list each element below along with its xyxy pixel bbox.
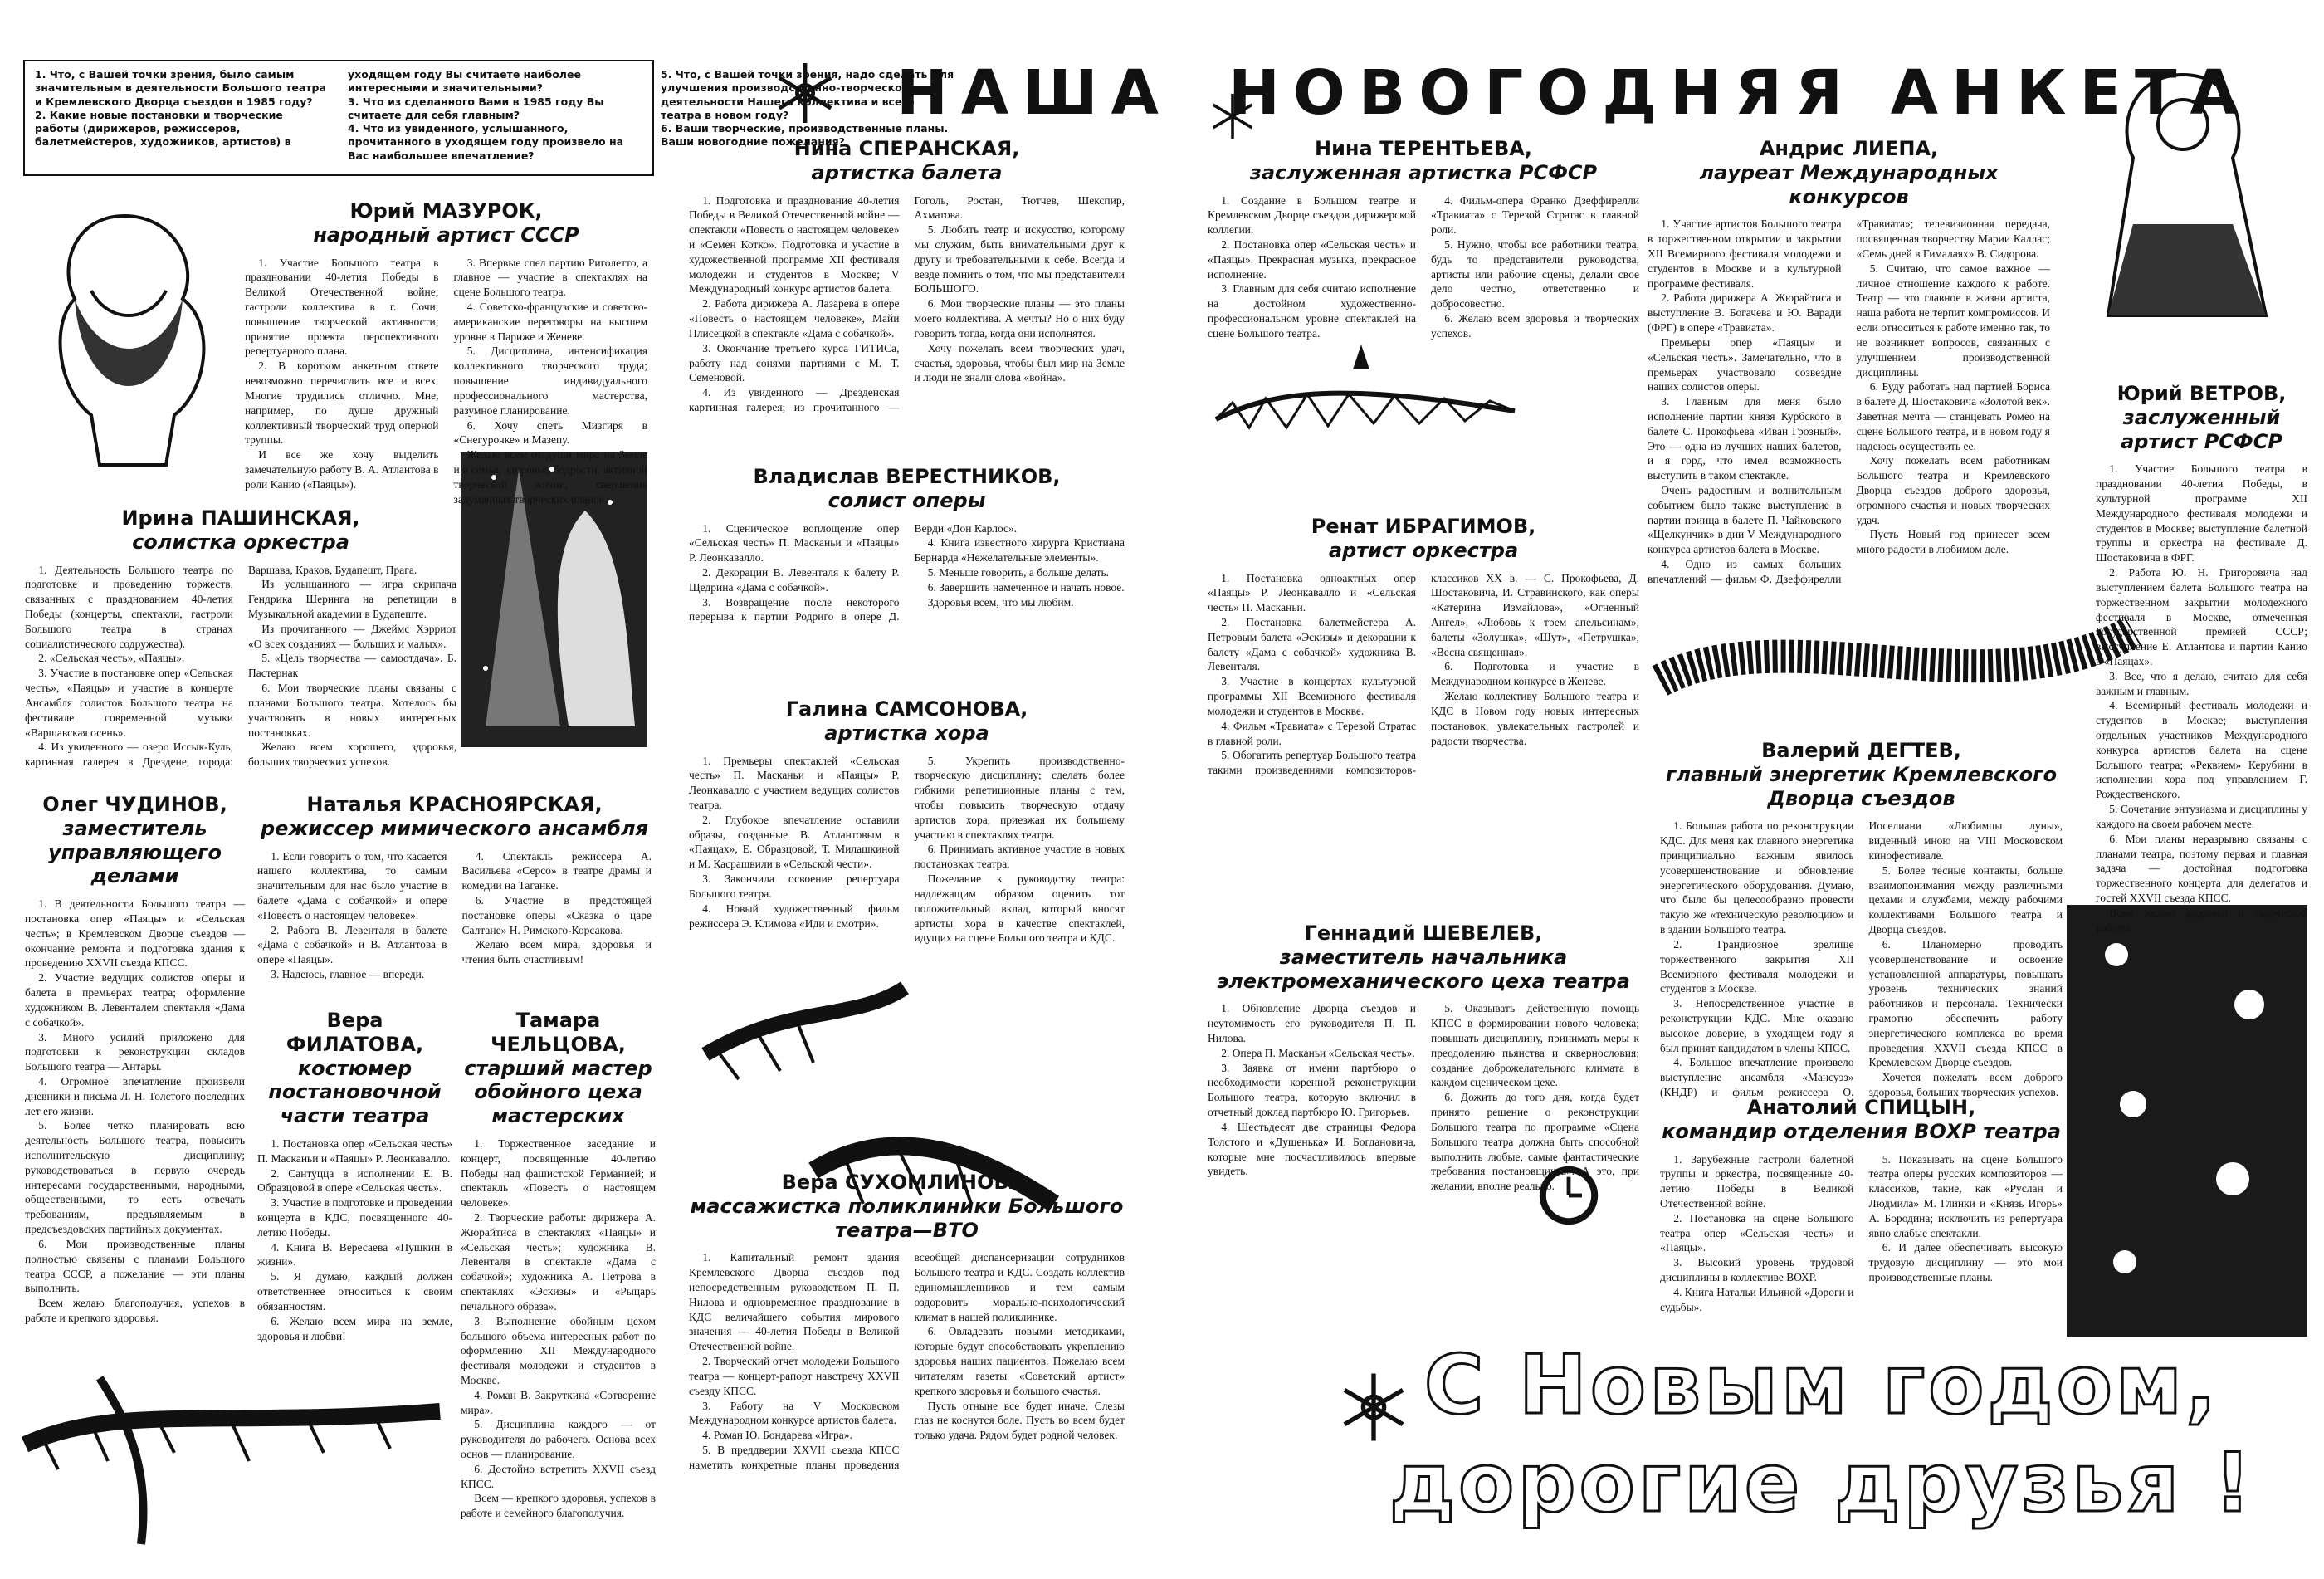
article-paragraph: 5. Сочетание энтузиазма и дисциплины у каждого на своем рабочем месте. <box>2096 803 2307 830</box>
article-paragraph: 3. Участие в концертах культурной программы XII Всемирного фестиваля молодежи и студентов в Москве. <box>1208 675 1416 717</box>
article-paragraph: Желаю всем хорошего, здоровья, больших творческих успехов. <box>248 741 456 769</box>
article-body <box>2096 462 2307 935</box>
article-body <box>689 1250 1125 1472</box>
article-paragraph: 5. Меньше говорить, а больше делать. <box>927 566 1110 579</box>
article-paragraph: 3. Работу на V Московском Международном конкурсе артистов балета. <box>689 1399 900 1427</box>
article-paragraph: 6. Подготовка и участие в Международном конкурсе в Женеве. <box>1431 660 1639 688</box>
article-paragraph: 3. Окончание третьего курса ГИТИСа, работу над сонями партиями с М. Т. Семеновой. <box>689 341 900 384</box>
article-paragraph: 2. Сантуцца в исполнении Е. В. Образцовой в опере «Сельская честь». <box>257 1166 452 1195</box>
article-paragraph: 2. В коротком анкетном ответе невозможно перечислить все и всех. Многие трудились отлично. Мне, например, по душе дружный коллективный творческий труд оперной труппы. <box>245 359 439 447</box>
article-paragraph: 1. Подготовка и празднование 40-летия Победы в Великой Отечественной войне — спектакли «Повесть о настоящем человеке» и «Семен Котко». Подготовка и участие в художественной программе XII фестиваля молодежи и студентов в Москве; V Международный конкурс артистов балета. <box>689 193 900 296</box>
article-filatova <box>257 1009 452 1391</box>
article-paragraph: 6. Дожить до того дня, когда будет принято решение о реконструкции Большого театра по программе «Сцена Большого театра должна быть способной выполнить любые, самые фантастические требования постановщиков». А это, при желании, вполне реально. <box>1431 1091 1639 1193</box>
article-paragraph: 6. Мои производственные планы полностью связаны с планами Большого театра СССР, а пожелание — эти планы выполнить. <box>25 1237 245 1295</box>
author-position: командир отделения ВОХР театра <box>1662 1119 2061 1143</box>
article-paragraph: 1. Капитальный ремонт здания Кремлевского Дворца съездов под непосредственным руководством П. П. Нилова и одновременное празднование в КДС величайшего события мирового значения — 40-летия Победы в Великой Отечественной войне. <box>689 1251 900 1353</box>
author-name: Юрий МАЗУРОК, <box>349 199 543 222</box>
article-paragraph: Всем желаю здоровья и творческой работы. <box>2096 906 2307 934</box>
article-header <box>25 506 456 555</box>
article-paragraph: 6. Мои творческие планы — это планы моего коллектива. А мечты? Но о них буду говорить тогда, когда они исполнятся. <box>914 297 1125 340</box>
article-vetrov <box>2096 382 2307 934</box>
article-paragraph: 4. Книга Натальи Ильиной «Дороги и судьбы». <box>1660 1285 1854 1313</box>
article-paragraph: 5. Более тесные контакты, больше взаимопонимания между различными цехами и службами, между рабочими коллективами Большого театра и Дворца съездов. <box>1868 863 2063 936</box>
article-paragraph: Здоровья всем, что мы любим. <box>927 595 1074 609</box>
article-paragraph: 5. Более четко планировать всю деятельность Большого театра, повысить исполнительскую дисциплину; руководствоваться в первую очередь интересами государственными, народными, общественными, то есть отвечать требованиям, предъявляемым в предсъездовских партийных документах. <box>25 1119 245 1236</box>
article-paragraph: 2. «Сельская честь», «Паяцы». <box>38 652 185 665</box>
article-paragraph: 2. Творческие работы: дирижера А. Жюрайтиса в спектаклях «Паяцы» и «Сельская честь»; художника В. Левенталя в спектакле «Дама с собачкой»; художника А. Петрова в спектаклях «Эскизы» и «Рыцарь печального образа». <box>461 1211 656 1313</box>
article-body <box>461 1137 656 1521</box>
question-5: 5. Что, с Вашей точки зрения, надо сделать для улучшения производственно-творческой деятельности Нашего коллектива и всего театра в новом году? <box>661 68 954 121</box>
article-body <box>245 256 647 507</box>
article-paragraph: 5. Нужно, чтобы все работники театра, будь то представители руководства, артисты или рабочие сцены, делали свое дело честно, ответственно и добросовестно. <box>1431 238 1639 310</box>
article-paragraph: 6. Принимать активное участие в новых постановках театра. <box>914 843 1125 871</box>
question-2: 2. Какие новые постановки и творческие работы (дирижеров, режиссеров, балетмейстеров, художников, артистов) в уходящем году Вы считаете наиболее интересными и значительными? <box>35 68 581 149</box>
article-paragraph: 6. И далее обеспечивать высокую трудовую дисциплину — это мои производственные планы. <box>1868 1241 2063 1284</box>
title-word-1: НАША <box>896 57 1172 129</box>
article-paragraph: Пожелание к руководству театра: надлежащим образом оценить тот положительный вклад, который вносят артисты хора в качестве спектаклей, идущих на сцене Большого театра и КДС. <box>914 873 1125 945</box>
article-header <box>1660 739 2063 810</box>
title-word-2: НОВОГОДНЯЯ АНКЕТА <box>1228 57 2251 129</box>
article-header <box>689 1171 1125 1242</box>
author-position: артистка балета <box>811 160 1003 184</box>
article-body <box>1648 217 2050 586</box>
article-verestnikov <box>689 465 1125 689</box>
article-body <box>25 563 456 770</box>
article-paragraph: 1. Зарубежные гастроли балетной труппы и оркестра, посвященные 40-летию Победы в Великой Отечественной войне. <box>1660 1152 1854 1210</box>
article-header <box>1208 921 1639 993</box>
article-paragraph: 2. Постановка опер «Сельская честь» и «Паяцы». Прекрасная музыка, прекрасное исполнение. <box>1208 238 1416 281</box>
article-paragraph: 5. В преддверии XXVII съезда КПСС наметить конкретные планы проведения всеобщей диспансеризации сотрудников Большого театра и КДС. Создать коллектив единомышленников и тем самым оздоровить морально-психологический климат в нашей поликлинике. <box>689 1251 1125 1471</box>
author-name: Андрис ЛИЕПА, <box>1759 137 1939 160</box>
article-paragraph: 4. Роман Ю. Бондарева «Игра». <box>702 1429 852 1442</box>
author-position: заслуженный артист РСФСР <box>2121 405 2282 453</box>
article-header <box>689 697 1125 746</box>
author-name: Галина САМСОНОВА, <box>785 697 1028 721</box>
article-paragraph: 1. Участие артистов Большого театра в торжественном открытии и закрытии XII Всемирного фестиваля молодежи и студентов в Москве и в культурной программе фестиваля. <box>1648 218 1842 290</box>
article-degtev <box>1660 739 2063 1099</box>
article-paragraph: 1. Постановка одноактных опер «Паяцы» Р. Леонкавалло и «Сельская честь» П. Масканьи. <box>1208 571 1416 614</box>
author-name: Владислав ВЕРЕСТНИКОВ, <box>753 465 1061 488</box>
article-paragraph: 6. Планомерно проводить усовершенствование и освоение установленной аппаратуры, повышать уровень технических знаний работников и персонала. Технически грамотно обеспечить работу энергетического комплекса во время проведения XXVII съезда КПСС в Кремлевском Дворце съездов. <box>1868 937 2063 1069</box>
article-paragraph: Очень радостным и волнительным событием было также выступление в партии принца в балете П. Чайковского «Щелкунчик» в дни V Международного конкурса артистов балета в Москве. <box>1648 484 1842 556</box>
article-header <box>1660 1096 2063 1144</box>
article-header <box>1648 137 2050 208</box>
article-paragraph: 2. Глубокое впечатление оставили образы, созданные В. Атлантовым в «Паяцах», Е. Образцовой, Т. Милашкиной и М. Касрашвили в «Сельской чести». <box>689 813 900 871</box>
snowflake-icon <box>1208 91 1257 141</box>
author-position: солистка оркестра <box>132 530 349 554</box>
article-krasnoyarskaya <box>257 793 652 996</box>
article-paragraph: 1. В деятельности Большого театра — постановка опер «Паяцы» и «Сельская честь»; в Кремлевском Дворце съездов — окончание ремонта и подготовка здания к проведению XXVII съезда КПСС. <box>25 897 245 970</box>
article-paragraph: И все же хочу выделить замечательную работу В. А. Атлантова в роли Канио («Паяцы»). <box>245 448 439 491</box>
article-samsonova <box>689 697 1125 946</box>
article-paragraph: 3. Участие в постановке опер «Сельская честь», «Паяцы» и участие в концерте Ансамбля солистов Большого театра на фестивале современной музыки «Варшавская осень». <box>25 667 233 739</box>
author-position: лауреат Международных конкурсов <box>1699 160 1999 208</box>
article-paragraph: 4. Большое впечатление произвело выступление ансамбля «Мансуэз» (КНДР) и фильм режиссера О. Иоселиани «Любимцы луны», виденный мною на VIII Московском кинофестивале. <box>1660 819 2063 1099</box>
article-liepa <box>1648 137 2050 585</box>
article-sukhomlinova <box>689 1171 1125 1569</box>
article-terentyeva <box>1208 137 1639 340</box>
article-paragraph: 5. «Цель творчества — самоотдача». Б. Пастернак <box>248 652 456 680</box>
article-paragraph: 4. Из увиденного — Дрезденская картинная галерея; из прочитанного — Гоголь, Ростан, Тютчев, Шекспир, Ахматова. <box>689 193 1125 413</box>
article-paragraph: 3. Главным для себя считаю исполнение на достойном художественно-профессиональном уровне спектаклей на сцене Большого театра. <box>1208 282 1416 340</box>
article-paragraph: 5. Обогатить репертуар Большого театра такими произведениями композиторов-классиков XX в. — С. Прокофьева, Д. Шостаковича, И. Стравинского, как оперы «Катерина Измайлова», «Огненный Ангел», «Любовь к трем апельсинам», балеты «Золушка», «Шут», «Петрушка», «Весна священная». <box>1208 571 1639 777</box>
author-name: Ренат ИБРАГИМОВ, <box>1311 515 1536 538</box>
article-header <box>25 793 245 888</box>
author-name: Вера СУХОМЛИНОВА, <box>781 1171 1033 1194</box>
article-paragraph: 6. Желаю всем здоровья и творческих успехов. <box>1431 312 1639 340</box>
article-paragraph: 3. Заявка от имени партбюро о необходимости коренной реконструкции Большого театра, которую включил в отчетный доклад партбюро Ю. Григорьев. <box>1208 1061 1416 1119</box>
author-name: Валерий ДЕГТЕВ, <box>1761 739 1961 762</box>
article-shevelev <box>1208 921 1639 1258</box>
article-body <box>689 193 1125 415</box>
article-paragraph: 2. Грандиозное зрелище торжественного закрытия XII Всемирного фестиваля молодежи и студентов в Москве. <box>1660 937 1854 995</box>
article-paragraph: 6. Желаю всем мира на земле, здоровья и любви! <box>257 1314 452 1342</box>
article-body <box>1660 1152 2063 1315</box>
article-paragraph: 3. Возвращение после некоторого перерыва к партии Родриго в опере Д. Верди «Дон Карлос». <box>689 521 1018 623</box>
article-paragraph: Всем желаю благополучия, успехов в работе и крепкого здоровья. <box>25 1297 245 1324</box>
article-paragraph: 4. Одно из самых больших впечатлений — фильм Ф. Дзеффирелли «Травиата»; телевизионная передача, посвященная творчеству Марии Каллас; «Семь дней в Гималаях» В. Сидорова. <box>1648 218 2050 585</box>
article-paragraph: 5. Укрепить производственно-творческую дисциплину; сделать более гибкими репетиционные планы с тем, чтобы повысить творческую отдачу артистов хора, приезжая их большему участию в спектаклях театра. <box>914 754 1125 841</box>
article-body <box>689 521 1125 625</box>
article-pashinskaya <box>25 506 456 780</box>
author-position: народный артист СССР <box>313 222 579 247</box>
article-paragraph: 1. Большая работа по реконструкции КДС. Для меня как главного энергетика принципиально важным явилось усовершенствование и обновление энергетического оборудования. Думаю, что было бы целесообразно провести такую же «техническую революцию» и в здании Большого театра. <box>1660 819 1854 936</box>
article-spitsyn <box>1660 1096 2063 1337</box>
article-paragraph: 6. Мои творческие планы связаны с планами Большого театра. Хотелось бы участвовать в новых интересных постановках. <box>248 682 456 739</box>
article-body <box>689 754 1125 946</box>
author-position: главный энергетик Кремлевского Дворца съездов <box>1665 762 2058 810</box>
article-paragraph: 1. Сценическое воплощение опер «Сельская честь» П. Масканьи и «Паяцы» Р. Леонкавалло. <box>689 521 900 565</box>
author-name: Нина ТЕРЕНТЬЕВА, <box>1315 137 1532 160</box>
article-paragraph: 2. Постановка на сцене Большого театра опер «Сельская честь» и «Паяцы». <box>1660 1211 1854 1254</box>
author-name: Геннадий ШЕВЕЛЕВ, <box>1304 921 1543 945</box>
article-paragraph: 1. Постановка опер «Сельская честь» П. Масканьи и «Паяцы» Р. Леонкавалло. <box>257 1137 452 1165</box>
article-paragraph: 5. Оказывать действенную помощь КПСС в формировании нового человека; повышать дисциплину, принимать меры к преодолению пьянства и сквернословия; создание доброжелательного климата в каждом сценическом цехе. <box>1431 1002 1639 1089</box>
fir-garland-illustration <box>1660 581 2133 747</box>
article-body <box>257 1137 452 1343</box>
article-paragraph: 2. Декорации В. Левенталя к балету Р. Щедрина «Дама с собачкой». <box>689 566 900 594</box>
article-body <box>1208 193 1639 341</box>
article-mazurok <box>245 199 647 506</box>
author-position: заместитель начальника электромеханического цеха театра <box>1217 945 1630 993</box>
article-paragraph: 4. Шестьдесят две страницы Федора Толстого и «Душенька» И. Богдановича, которые мне посчастливилось впервые увидеть. <box>1208 1120 1416 1178</box>
article-header <box>689 137 1125 185</box>
article-paragraph: 4. Книга известного хирурга Кристиана Бернарда «Нежелательные элементы». <box>914 536 1125 565</box>
article-paragraph: 1. Участие Большого театра в праздновании 40-летия Победы, в культурной программе XII Международного фестиваля молодежи и студентов в Москве; выступление балетной труппы и оркестра на фестивале Д. Шостаковича в ФРГ. <box>2096 462 2307 565</box>
article-paragraph: 1. Если говорить о том, что касается нашего коллектива, то самым значительным для нас было участие в балете «Дама с собачкой» и опере «Повесть о настоящем человеке». <box>257 849 447 921</box>
article-paragraph: 3. Надеюсь, главное — впереди. <box>271 968 425 981</box>
page-title <box>896 57 2251 129</box>
question-3: 3. Что из сделанного Вами в 1985 году Вы считаете для себя главным? <box>348 95 604 121</box>
article-paragraph: 1. Обновление Дворца съездов и неутомимость его руководителя П. П. Нилова. <box>1208 1002 1416 1045</box>
article-paragraph: 3. Все, что я делаю, считаю для себя важным и главным. <box>2096 669 2307 697</box>
article-body <box>257 849 652 982</box>
article-paragraph: Желаю всем мира, здоровья и чтения быть счастливым! <box>461 938 652 966</box>
article-paragraph: 4. Фильм-опера Франко Дзеффирелли «Травиата» с Терезой Стратас в главной роли. <box>1431 193 1639 237</box>
article-paragraph: 5. Считаю, что самое важное — личное отношение каждого к работе. Театр — это главное в жизни артиста, наша работа не терпит компромиссов. И если относиться к работе именно так, то не возникнет вопросов, связанных с улучшением производственной дисциплины. <box>1856 262 2050 379</box>
author-name: Ирина ПАШИНСКАЯ, <box>121 506 360 530</box>
author-position: костюмер постановочной части театра <box>268 1056 442 1128</box>
article-paragraph: Пусть Новый год принесет всем много радости в любимом деле. <box>1856 528 2050 556</box>
article-paragraph: Премьеры опер «Паяцы» и «Сельская честь». Замечательно, что в премьерах участвовало созвездие наших солистов оперы. <box>1648 335 1842 394</box>
article-body <box>1208 1001 1639 1194</box>
author-position: артист оркестра <box>1328 538 1519 562</box>
article-paragraph: Желаю всем от души мира на Земле и в семье; здоровья, бодрости, активной творческой жизни, свершения задуманных творческих планов. <box>453 448 647 506</box>
article-paragraph: 5. Дисциплина, интенсификация коллективного творческого труда; повышение индивидуального профессионального мастерства, разумное планирование. <box>453 345 647 417</box>
grandfather-frost-illustration <box>25 199 232 473</box>
article-paragraph: 5. Я думаю, каждый должен ответственнее относиться к своим обязанностям. <box>257 1270 452 1313</box>
article-body <box>25 897 245 1326</box>
article-paragraph: 4. Советско-французские и советско-американские переговоры на высшем уровне в Париже и Женеве. <box>453 301 647 343</box>
article-paragraph: 2. Творческий отчет молодежи Большого театра — концерт-рапорт навстречу XXVII съезду КПСС. <box>689 1355 900 1397</box>
article-paragraph: 4. Огромное впечатление произвели дневники и письма Л. Н. Толстого последних лет его жизни. <box>25 1074 245 1117</box>
article-paragraph: 4. Всемирный фестиваль молодежи и студентов в Москве; выступления отдельных участников Международного конкурса артистов балета на сцене Большого театра; «Реквием» Керубини в исполнении хора под управлением Г. Рождественского. <box>2096 699 2307 801</box>
article-paragraph: 5. Показывать на сцене Большого театра оперы русских композиторов — классиков, такие, как «Руслан и Людмила» М. Глинки и «Князь Игорь» А. Бородина; исключить из репертуара явно слабые спектакли. <box>1868 1152 2063 1239</box>
article-cheltsova <box>461 1009 656 1520</box>
article-paragraph: 2. Опера П. Масканьи «Сельская честь». <box>1221 1046 1415 1059</box>
article-paragraph: 3. Много усилий приложено для подготовки к реконструкции складов Большого театра — Антары. <box>25 1030 245 1073</box>
fir-branch-illustration <box>1208 328 1523 469</box>
article-paragraph: 2. Постановка балетмейстера А. Петровым балета «Эскизы» и декорации к балету «Дама с собачкой» художника В. Левенталя. <box>1208 616 1416 673</box>
snow-maiden-illustration <box>2058 58 2307 324</box>
article-paragraph: 6. Хочу спеть Мизгиря в «Снегурочке» и Мазепу. <box>453 418 647 447</box>
author-name: Вера ФИЛАТОВА, <box>286 1009 424 1056</box>
article-paragraph: 3. Закончила освоение репертуара Большого театра. <box>689 873 900 900</box>
article-paragraph: 4. Из увиденного — озеро Иссык-Куль, картинная галерея в Дрездене, города: Варшава, Краков, Будапешт, Прага. <box>25 563 417 769</box>
greeting-line-1: С Новым годом, <box>1423 1338 2220 1433</box>
author-position: массажистка поликлиники Большого театра—ВТО <box>690 1194 1124 1242</box>
article-header <box>2096 382 2307 453</box>
new-year-greeting <box>1336 1337 2307 1561</box>
article-paragraph: 4. Фильм «Травиата» с Терезой Стратас в главной роли. <box>1208 719 1416 747</box>
article-header <box>257 1009 452 1128</box>
snowflake-icon <box>772 60 838 126</box>
article-paragraph: 2. Участие ведущих солистов оперы и балета в премьерах театра; оформление художником В. Левенталем спектакля «Дама с собачкой». <box>25 971 245 1029</box>
article-paragraph: 5. Дисциплина каждого — от руководителя до рабочего. Основа всех основ — планирование. <box>461 1418 656 1461</box>
article-paragraph: Хочется пожелать всем доброго здоровья, больших творческих успехов. <box>1868 1071 2063 1099</box>
article-paragraph: Хочу пожелать всем творческих удач, счастья, здоровья, чтобы был мир на Земле и люди не знали слова «война». <box>914 341 1125 384</box>
article-paragraph: 2. Работа дирижера А. Лазарева в опере «Повесть о настоящем человеке», Майи Плисецкой в спектакле «Дама с собачкой». <box>689 297 900 340</box>
article-paragraph: 6. Участие в предстоящей постановке оперы «Сказка о царе Салтане» Н. Римского-Корсакова. <box>461 894 652 936</box>
article-paragraph: 6. Мои планы неразрывно связаны с планами театра, поэтому первая и главная задача — достойная подготовка торжественного концерта для делегатов и гостей XXVII съезда КПСС. <box>2096 832 2307 904</box>
article-paragraph: 4. Роман В. Закруткина «Сотворение мира». <box>461 1388 656 1416</box>
article-header <box>1208 137 1639 185</box>
article-speranskaya <box>689 137 1125 457</box>
article-paragraph: 2. Работа дирижера А. Жюрайтиса и выступление В. Богачева и Ю. Варади (ФРГ) в опере «Травиата». <box>1648 291 1842 335</box>
question-4: 4. Что из увиденного, услышанного, прочитанного в уходящем году произвело на Вас наибольшее впечатление? <box>348 122 624 162</box>
question-6: 6. Ваши творческие, производственные планы. Ваши новогодние пожелания? <box>661 122 949 149</box>
article-paragraph: 1. Деятельность Большого театра по подготовке и проведению торжеств, связанных с празднованием 40-летия Победы (концерты, спектакли, гастроли Большого театра в странах социалистического содружества). <box>25 563 233 650</box>
article-paragraph: 3. Высокий уровень трудовой дисциплины в коллективе ВОХР. <box>1660 1256 1854 1284</box>
author-position: артистка хора <box>824 721 989 745</box>
article-paragraph: 3. Впервые спел партию Риголетто, а главное — участие в спектаклях на сцене Большого театра. <box>453 256 647 299</box>
author-name: Нина СПЕРАНСКАЯ, <box>793 137 1020 160</box>
author-name: Тамара ЧЕЛЬЦОВА, <box>491 1009 626 1056</box>
author-position: старший мастер обойного цеха мастерских <box>464 1056 652 1128</box>
article-paragraph: Желаю коллективу Большого театра и КДС в Новом году новых интересных постановок, увлекательных гастролей и радости творчества. <box>1431 690 1639 747</box>
article-paragraph: Из услышанного — игра скрипача Гендрика Шеринга на репетиции в Музыкальной академии в Будапеште. <box>248 578 456 621</box>
article-paragraph: 4. Спектакль режиссера А. Васильева «Серсо» в театре драмы и комедии на Таганке. <box>461 849 652 892</box>
article-paragraph: 6. Овладевать новыми методиками, которые будут способствовать укреплению здоровья наших пациентов. Пожелаю всем читателям газеты «Советский артист» крепкого здоровья и большого счастья. <box>914 1325 1125 1397</box>
article-paragraph: Из прочитанного — Джеймс Хэрриот «О всех созданиях — больших и малых». <box>248 622 456 650</box>
article-paragraph: 1. Премьеры спектаклей «Сельская честь» П. Масканьи и «Паяцы» Р. Леонкавалло с участием ведущих солистов театра. <box>689 754 900 812</box>
author-position: заслуженная артистка РСФСР <box>1249 160 1598 184</box>
article-paragraph: Хочу пожелать всем работникам Большого театра и Кремлевского Дворца съездов доброго здоровья, огромного счастья и новых творческих удач. <box>1856 454 2050 526</box>
ornament-illustration <box>2067 905 2307 1337</box>
article-chudinov <box>25 793 245 1328</box>
article-header <box>689 465 1125 513</box>
article-paragraph: Всем — крепкого здоровья, успехов в работе и семейного благополучия. <box>461 1492 656 1520</box>
author-position: режиссер мимического ансамбля <box>261 816 648 840</box>
article-paragraph: 5. Любить театр и искусство, которому мы служим, быть внимательными друг к другу и требовательными к себе. Всегда и везде помнить о том, что мы представители БОЛЬШОГО. <box>914 223 1125 296</box>
article-paragraph: 1. Участие Большого театра в праздновании 40-летия Победы в Великой Отечественной войне; гастроли коллектива в г. Сочи; повышение творческой активности; принятие проекта перспективного репертуарного плана. <box>245 256 439 358</box>
article-header <box>245 199 647 247</box>
article-paragraph: 3. Непосредственное участие в реконструкции КДС. Мне оказано высокое доверие, в уходящем году я был принят кандидатом в члены КПСС. <box>1660 997 1854 1054</box>
article-body <box>1660 819 2063 1099</box>
article-paragraph: 2. Работа Ю. Н. Григоровича над выступлением балета Большого театра на торжественном закрытии молодежного фестиваля в Москве, отмеченная Государственной премией СССР; выступление Е. Атлантова и партии Канио в «Паяцах». <box>2096 566 2307 667</box>
article-paragraph: 6. Достойно встретить XXVII съезд КПСС. <box>461 1462 656 1490</box>
article-paragraph: 4. Новый художественный фильм режиссера Э. Климова «Иди и смотри». <box>689 902 900 930</box>
article-paragraph: 3. Главным для меня было исполнение партии князя Курбского в балете С. Прокофьева «Иван Грозный». Это — одна из лучших наших балетов, и я горд, что имел возможность выступить в таком спектакле. <box>1648 395 1842 482</box>
article-paragraph: 3. Выполнение обойным цехом большого объема интересных работ по оформлению XII Международного фестиваля молодежи и студентов в Москве. <box>461 1314 656 1386</box>
author-name: Наталья КРАСНОЯРСКАЯ, <box>306 793 603 816</box>
article-paragraph: 4. Книга В. Вересаева «Пушкин в жизни». <box>257 1240 452 1269</box>
article-paragraph: 6. Буду работать над партией Бориса в балете Д. Шостаковича «Золотой век». Заветная мечта — станцевать Ромео на сцене Большого театра, и в новом году я надеюсь осуществить ее. <box>1856 380 2050 452</box>
article-paragraph: 2. Работа В. Левенталя в балете «Дама с собачкой» и В. Атлантова в опере «Паяцы». <box>257 923 447 966</box>
article-header <box>1208 515 1639 563</box>
greeting-line-2: дорогие друзья ! <box>1389 1436 2255 1531</box>
article-body <box>1208 571 1639 778</box>
article-paragraph: Пусть отныне все будет иначе, Слезы глаз не коснутся боле. Пусть во всем будет только удача. Рядом будет родной человек. <box>914 1399 1125 1442</box>
article-header <box>461 1009 656 1128</box>
author-position: солист оперы <box>828 488 986 512</box>
author-name: Юрий ВЕТРОВ, <box>2116 382 2287 405</box>
author-name: Анатолий СПИЦЫН, <box>1746 1096 1976 1119</box>
author-name: Олег ЧУДИНОВ, <box>42 793 227 816</box>
article-paragraph: 3. Участие в подготовке и проведении концерта в КДС, посвященного 40-летию Победы. <box>257 1196 452 1239</box>
article-paragraph: 1. Создание в Большом театре и Кремлевском Дворце съездов дирижерской коллегии. <box>1208 193 1416 237</box>
author-position: заместитель управляющего делами <box>48 816 222 888</box>
question-1: 1. Что, с Вашей точки зрения, было самым значительным в деятельности Большого театра и Кремлевского Дворца съездов в 1985 году? <box>35 68 326 108</box>
article-ibragimov <box>1208 515 1639 826</box>
article-header <box>257 793 652 841</box>
article-paragraph: 6. Завершить намеченное и начать новое. <box>927 580 1125 594</box>
article-paragraph: 1. Торжественное заседание и концерт, посвященные 40-летию Победы над фашистской Германией; и спектакль «Повесть о настоящем человеке». <box>461 1137 656 1210</box>
